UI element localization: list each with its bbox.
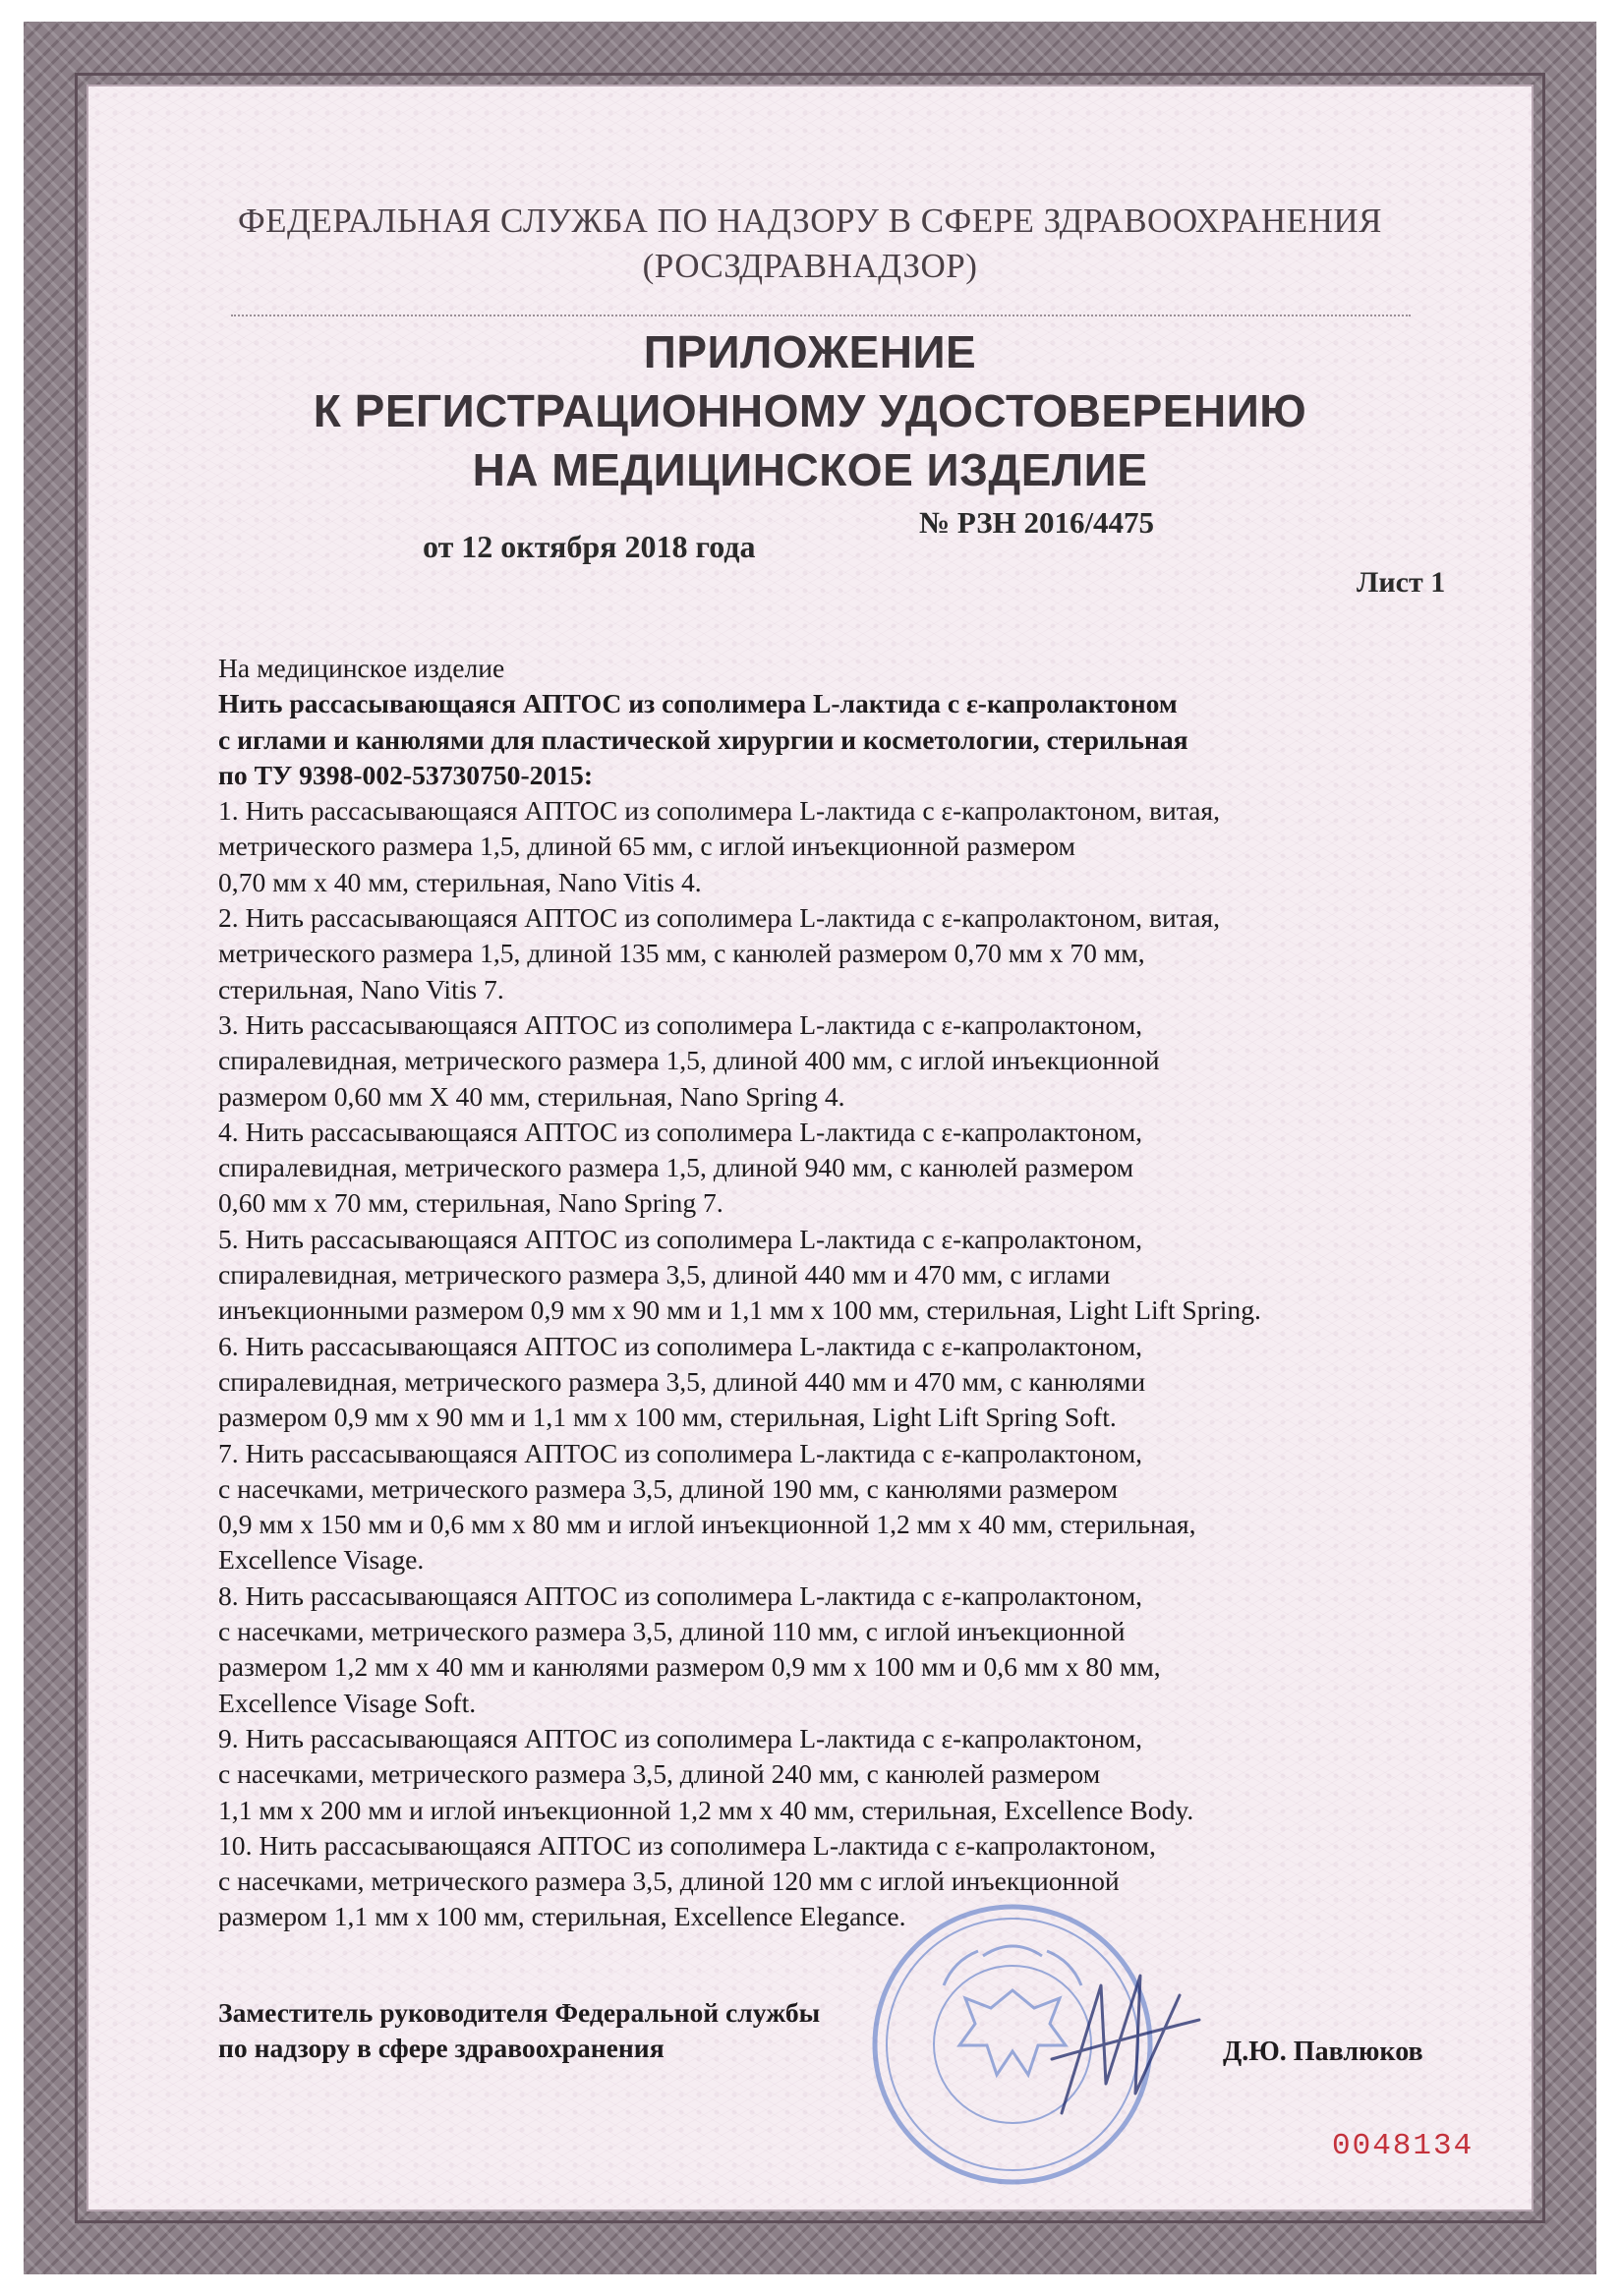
item-line-20: с насечками, метрического размера 3,5, длиной 190 мм, с канюлями размером: [218, 1472, 1119, 1504]
document-title: [0, 322, 1620, 499]
product-line-2: с иглами и канюлями для пластической хирургии и косметологии, стерильная: [218, 723, 1188, 755]
item-line-17: спиралевидная, метрического размера 3,5, длиной 440 мм и 470 мм, с канюлями: [218, 1365, 1146, 1397]
product-description: [218, 686, 1496, 793]
item-line-21: 0,9 мм х 150 мм и 0,6 мм х 80 мм и иглой инъекционной 1,2 мм х 40 мм, стерильная,: [218, 1509, 1196, 1540]
item-line-19: 7. Нить рассасывающаяся АПТОС из сополимера L-лактида с ε-капролактоном,: [218, 1437, 1143, 1468]
serial-number: 0048134: [1332, 2129, 1475, 2163]
item-line-25: размером 1,2 мм х 40 мм и канюлями размером 0,9 мм х 100 мм и 0,6 мм х 80 мм,: [218, 1651, 1161, 1683]
signatory-position-line-1: Заместитель руководителя Федеральной службы: [218, 1997, 821, 2028]
item-line-18: размером 0,9 мм х 90 мм и 1,1 мм х 100 мм, стерильная, Light Lift Spring Soft.: [218, 1402, 1117, 1433]
item-line-1: 1. Нить рассасывающаяся АПТОС из сополимера L-лактида с ε-капролактоном, витая,: [218, 795, 1220, 827]
item-line-16: 6. Нить рассасывающаяся АПТОС из сополимера L-лактида с ε-капролактоном,: [218, 1330, 1143, 1361]
item-line-6: стерильная, Nano Vitis 7.: [218, 973, 504, 1004]
item-line-4: 2. Нить рассасывающаяся АПТОС из сополимера L-лактида с ε-капролактоном, витая,: [218, 902, 1220, 934]
item-line-22: Excellence Visage.: [218, 1544, 425, 1576]
item-line-24: с насечками, метрического размера 3,5, длиной 110 мм, с иглой инъекционной: [218, 1616, 1126, 1647]
product-line-1: Нить рассасывающаяся АПТОС из сополимера L-лактида с ε-капролактоном: [218, 688, 1178, 719]
item-line-2: метрического размера 1,5, длиной 65 мм, с иглой инъекционной размером: [218, 831, 1076, 862]
item-line-28: с насечками, метрического размера 3,5, длиной 240 мм, с канюлей размером: [218, 1758, 1101, 1790]
title-line-2: К РЕГИСТРАЦИОННОМУ УДОСТОВЕРЕНИЮ: [313, 385, 1307, 436]
signatory-position: [218, 1995, 820, 2066]
item-line-11: спиралевидная, метрического размера 1,5, длиной 940 мм, с канюлей размером: [218, 1152, 1134, 1183]
item-line-12: 0,60 мм х 70 мм, стерильная, Nano Spring 7.: [218, 1187, 723, 1219]
intro-line: На медицинское изделие: [218, 653, 505, 683]
document-body: [218, 651, 1496, 1935]
handwritten-signature: [1032, 1966, 1209, 2123]
item-line-31: с насечками, метрического размера 3,5, длиной 120 мм с иглой инъекционной: [218, 1866, 1120, 1897]
item-line-23: 8. Нить рассасывающаяся АПТОС из сополимера L-лактида с ε-капролактоном,: [218, 1579, 1143, 1611]
header-divider: [231, 315, 1411, 316]
item-line-3: 0,70 мм х 40 мм, стерильная, Nano Vitis 4.: [218, 866, 702, 897]
registration-date: от 12 октября 2018 года: [423, 529, 756, 564]
agency-name: ФЕДЕРАЛЬНАЯ СЛУЖБА ПО НАДЗОРУ В СФЕРЕ ЗДРАВООХРАНЕНИЯ: [238, 201, 1382, 240]
product-items-list: [218, 793, 1496, 1935]
item-line-29: 1,1 мм х 200 мм и иглой инъекционной 1,2 мм х 40 мм, стерильная, Excellence Body.: [218, 1794, 1194, 1825]
sheet-number: Лист 1: [1357, 566, 1446, 599]
item-line-7: 3. Нить рассасывающаяся АПТОС из сополимера L-лактида с ε-капролактоном,: [218, 1008, 1143, 1040]
item-line-26: Excellence Visage Soft.: [218, 1687, 477, 1718]
product-line-3: по ТУ 9398-002-53730750-2015:: [218, 759, 594, 790]
title-line-3: НА МЕДИЦИНСКОЕ ИЗДЕЛИЕ: [472, 444, 1148, 495]
item-line-5: метрического размера 1,5, длиной 135 мм, с канюлей размером 0,70 мм х 70 мм,: [218, 938, 1145, 969]
item-line-10: 4. Нить рассасывающаяся АПТОС из сополимера L-лактида с ε-капролактоном,: [218, 1116, 1143, 1147]
signatory-position-line-2: по надзору в сфере здравоохранения: [218, 2033, 665, 2063]
agency-abbreviation: (РОСЗДРАВНАДЗОР): [642, 247, 978, 285]
item-line-32: размером 1,1 мм х 100 мм, стерильная, Excellence Elegance.: [218, 1901, 906, 1932]
item-line-14: спиралевидная, метрического размера 3,5, длиной 440 мм и 470 мм, с иглами: [218, 1259, 1111, 1291]
title-line-1: ПРИЛОЖЕНИЕ: [643, 326, 977, 377]
signatory-name: Д.Ю. Павлюков: [1223, 2037, 1423, 2067]
item-line-15: инъекционными размером 0,9 мм х 90 мм и 1,1 мм х 100 мм, стерильная, Light Lift Spring.: [218, 1294, 1261, 1326]
item-line-27: 9. Нить рассасывающаяся АПТОС из сополимера L-лактида с ε-капролактоном,: [218, 1722, 1143, 1753]
item-line-8: спиралевидная, метрического размера 1,5, длиной 400 мм, с иглой инъекционной: [218, 1045, 1160, 1076]
item-line-13: 5. Нить рассасывающаяся АПТОС из сополимера L-лактида с ε-капролактоном,: [218, 1223, 1143, 1254]
item-line-9: размером 0,60 мм Х 40 мм, стерильная, Nano Spring 4.: [218, 1080, 845, 1112]
agency-header: [0, 199, 1620, 289]
registration-number: № РЗН 2016/4475: [919, 505, 1155, 540]
item-line-30: 10. Нить рассасывающаяся АПТОС из сополимера L-лактида с ε-капролактоном,: [218, 1829, 1156, 1861]
